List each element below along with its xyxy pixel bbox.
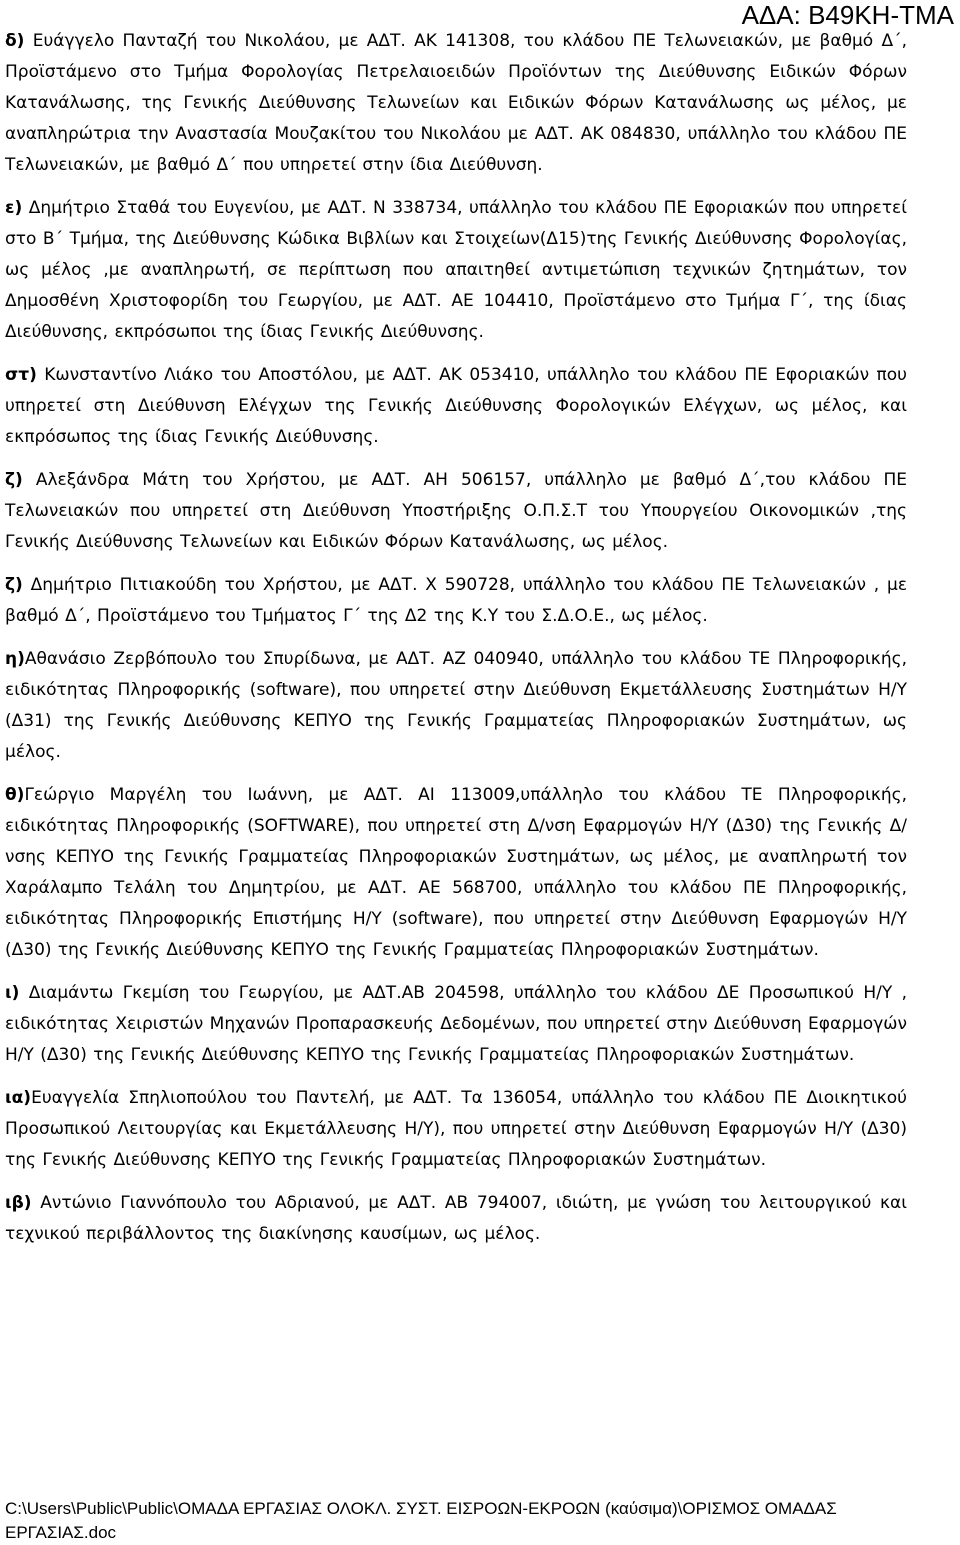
item-label: ιβ) <box>5 1193 32 1213</box>
item-text: Αθανάσιο Ζερβόπουλο του Σπυρίδωνα, με ΑΔΤ. ΑΖ 040940, υπάλληλο του κλάδου ΤΕ Πληροφορικής, ειδικότητας Πληροφορικής (software), που υπηρετεί στην Διεύθυνση Εκμετάλλευσης Συστημάτων Η/Υ (Δ31) της Γενικής Διεύθυνσης ΚΕΠΥΟ της Γενικής Γραμματείας Πληροφοριακών Συστημάτων, ως μέλος. <box>5 649 907 762</box>
item-label: θ) <box>5 785 25 805</box>
item-text: Αλεξάνδρα Μάτη του Χρήστου, με ΑΔΤ. ΑΗ 506157, υπάλληλο με βαθμό Δ΄,του κλάδου ΠΕ Τελωνειακών που υπηρετεί στη Διεύθυνση Υποστήριξης Ο.Π.Σ.Τ του Υπουργείου Οικονομικών ,της Γενικής Διεύθυνσης Τελωνείων και Ειδικών Φόρων Κατανάλωσης, ως μέλος. <box>5 470 907 552</box>
item-label: στ) <box>5 365 37 385</box>
document-body <box>5 26 907 1262</box>
item-label: δ) <box>5 31 25 51</box>
item-text: Ευαγγελία Σπηλιοπούλου του Παντελή, με ΑΔΤ. Τα 136054, υπάλληλο του κλάδου ΠΕ Διοικητικού Προσωπικού Λειτουργίας και Εκμετάλλευσης Η/Υ), που υπηρετεί στην Διεύθυνση Εφαρμογών Η/Υ (Δ30) της Γενικής Διεύθυνσης ΚΕΠΥΟ της Γενικής Γραμματείας Πληροφοριακών Συστημάτων. <box>5 1088 907 1170</box>
paragraph-iota <box>5 978 907 1071</box>
item-text: Διαμάντω Γκεμίση του Γεωργίου, με ΑΔΤ.ΑΒ 204598, υπάλληλο του κλάδου ΔΕ Προσωπικού Η/Υ , ειδικότητας Χειριστών Μηχανών Προπαρασκευής Δεδομένων, που υπηρετεί στην Διεύθυνση Εφαρμογών Η/Υ (Δ30) της Γενικής Διεύθυνσης ΚΕΠΥΟ της Γενικής Γραμματείας Πληροφοριακών Συστημάτων. <box>5 983 907 1065</box>
paragraph-z2 <box>5 570 907 632</box>
paragraph-z1 <box>5 465 907 558</box>
paragraph-ib <box>5 1188 907 1250</box>
item-label: ζ) <box>5 575 23 595</box>
paragraph-i <box>5 644 907 768</box>
file-path-footer: C:\Users\Public\Public\ΟΜΑΔΑ ΕΡΓΑΣΙΑΣ ΟΛΟΚΛ. ΣΥΣΤ. ΕΙΣΡΟΩΝ-ΕΚΡΟΩΝ (καύσιμα)\ΟΡΙΣΜΟΣ ΟΜΑΔΑΣ ΕΡΓΑΣΙΑΣ.doc <box>5 1499 837 1542</box>
paragraph-ia <box>5 1083 907 1176</box>
paragraph-e <box>5 193 907 348</box>
ada-code: ΑΔΑ: Β49ΚΗ-ΤΜΑ <box>741 0 954 30</box>
item-text: Δημήτριο Πιτιακούδη του Χρήστου, με ΑΔΤ. Χ 590728, υπάλληλο του κλάδου ΠΕ Τελωνειακών , με βαθμό Δ΄, Προϊστάμενο του Τμήματος Γ΄ της Δ2 της Κ.Υ του Σ.Δ.Ο.Ε., ως μέλος. <box>5 575 908 626</box>
paragraph-th <box>5 780 907 966</box>
item-text: Κωνσταντίνο Λιάκο του Αποστόλου, με ΑΔΤ. ΑΚ 053410, υπάλληλο του κλάδου ΠΕ Εφοριακών που υπηρετεί στη Διεύθυνση Ελέγχων της Γενικής Διεύθυνσης Φορολογικών Ελέγχων, ως μέλος, και εκπρόσωπος της ίδιας Γενικής Διεύθυνσης. <box>5 365 907 447</box>
item-text: Αντώνιο Γιαννόπουλο του Αδριανού, με ΑΔΤ. ΑΒ 794007, ιδιώτη, με γνώση του λειτουργικού και τεχνικού περιβάλλοντος της διακίνησης καυσίμων, ως μέλος. <box>5 1193 908 1244</box>
item-text: Δημήτριο Σταθά του Ευγενίου, με ΑΔΤ. Ν 338734, υπάλληλο του κλάδου ΠΕ Εφοριακών που υπηρετεί στο Β΄ Τμήμα, της Διεύθυνσης Κώδικα Βιβλίων και Στοιχείων(Δ15)της Γενικής Διεύθυνσης Φορολογίας, ως μέλος ,με αναπληρωτή, σε περίπτωση που απαιτηθεί αντιμετώπιση τεχνικών ζητημάτων, τον Δημοσθένη Χριστοφορίδη του Γεωργίου, με ΑΔΤ. ΑΕ 104410, Προϊστάμενο στο Τμήμα Γ΄, της ίδιας Διεύθυνσης, εκπρόσωποι της ίδιας Γενικής Διεύθυνσης. <box>5 198 907 342</box>
item-label: ι) <box>5 983 20 1003</box>
item-label: ζ) <box>5 470 23 490</box>
item-text: Γεώργιο Μαργέλη του Ιωάννη, με ΑΔΤ. ΑΙ 113009,υπάλληλο του κλάδου ΤΕ Πληροφορικής, ειδικότητας Πληροφορικής (SOFTWARE), που υπηρετεί στη Δ/νση Εφαρμογών Η/Υ (Δ30) της Γενικής Δ/νσης ΚΕΠΥΟ της Γενικής Γραμματείας Πληροφοριακών Συστημάτων, ως μέλος, με αναπληρωτή τον Χαράλαμπο Τελάλη του Δημητρίου, με ΑΔΤ. ΑΕ 568700, υπάλληλο του κλάδου ΠΕ Πληροφορικής, ειδικότητας Πληροφορικής Επιστήμης Η/Υ (software), που υπηρετεί στην Διεύθυνση Εφαρμογών Η/Υ (Δ30) της Γενικής Διεύθυνσης ΚΕΠΥΟ της Γενικής Γραμματείας Πληροφοριακών Συστημάτων. <box>5 785 907 960</box>
paragraph-d <box>5 26 907 181</box>
item-label: ε) <box>5 198 23 218</box>
item-text: Ευάγγελο Πανταζή του Νικολάου, με ΑΔΤ. ΑΚ 141308, του κλάδου ΠΕ Τελωνειακών, με βαθμό Δ΄, Προϊστάμενο στο Τμήμα Φορολογίας Πετρελαιοειδών Προϊόντων της Διεύθυνσης Ειδικών Φόρων Κατανάλωσης, της Γενικής Διεύθυνσης Τελωνείων και Ειδικών Φόρων Κατανάλωσης ως μέλος, με αναπληρώτρια την Αναστασία Μουζακίτου του Νικολάου με ΑΔΤ. ΑΚ 084830, υπάλληλο του κλάδου ΠΕ Τελωνειακών, με βαθμό Δ΄ που υπηρετεί στην ίδια Διεύθυνση. <box>5 31 908 175</box>
item-label: ια) <box>5 1088 32 1108</box>
item-label: η) <box>5 649 25 669</box>
paragraph-st <box>5 360 907 453</box>
